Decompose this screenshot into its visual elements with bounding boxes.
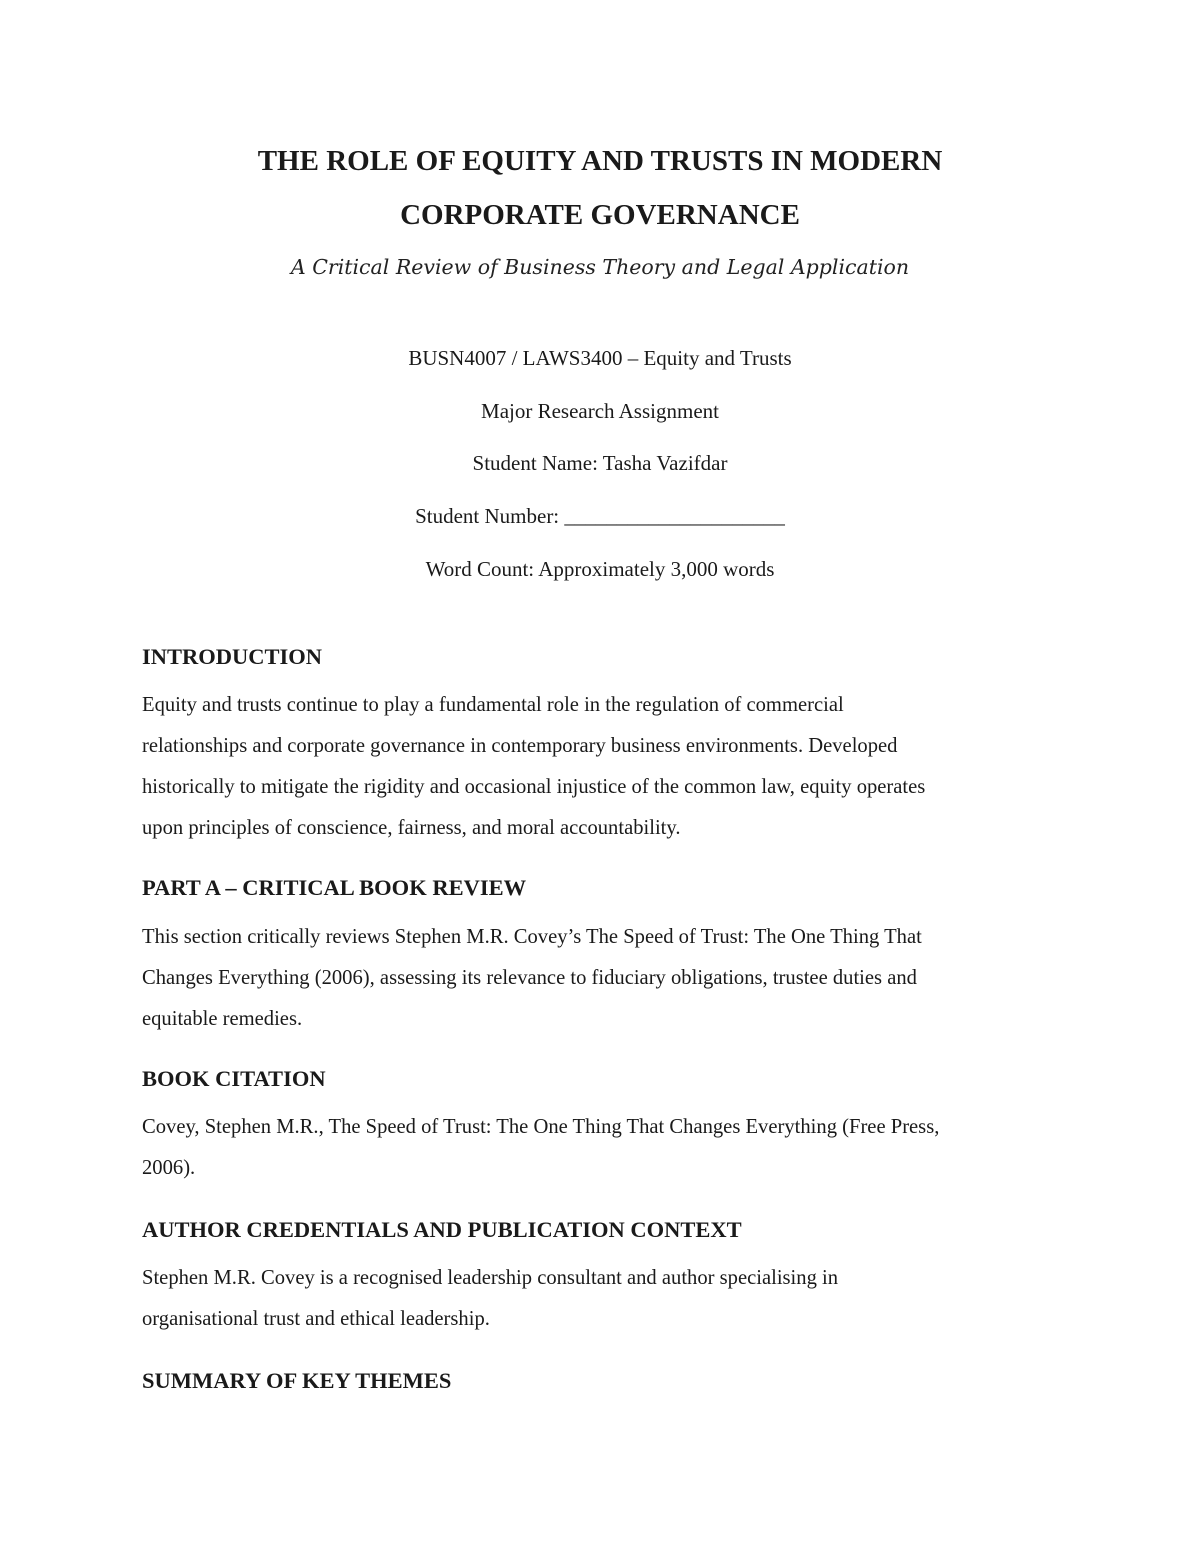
- document-subtitle: A Critical Review of Business Theory and Legal Application: [290, 255, 910, 279]
- paragraph-line: Stephen M.R. Covey is a recognised leadership consultant and author specialising in: [142, 1267, 839, 1289]
- document-title: [0, 134, 1200, 242]
- author-credentials-heading: AUTHOR CREDENTIALS AND PUBLICATION CONTEXT: [142, 1217, 742, 1242]
- paragraph-line: Covey, Stephen M.R., The Speed of Trust: The One Thing That Changes Everything (Free Press,: [142, 1116, 940, 1138]
- paragraph-line: This section critically reviews Stephen M.R. Covey’s The Speed of Trust: The One Thing That: [142, 926, 922, 948]
- student-number: Student Number: _____________________: [415, 504, 785, 528]
- introduction-heading: INTRODUCTION: [142, 644, 323, 669]
- book-citation-paragraph: [142, 1107, 1072, 1189]
- paragraph-line: relationships and corporate governance in contemporary business environments. Developed: [142, 735, 898, 757]
- book-citation-heading: BOOK CITATION: [142, 1066, 326, 1091]
- assignment-type: Major Research Assignment: [481, 399, 719, 423]
- paragraph-line: equitable remedies.: [142, 1008, 303, 1030]
- summary-heading: SUMMARY OF KEY THEMES: [142, 1368, 452, 1393]
- paragraph-line: historically to mitigate the rigidity and occasional injustice of the common law, equity operates: [142, 776, 926, 798]
- author-credentials-paragraph: [142, 1258, 1072, 1340]
- student-name: Student Name: Tasha Vazifdar: [472, 451, 728, 475]
- word-count: Word Count: Approximately 3,000 words: [425, 557, 775, 581]
- paragraph-line: Equity and trusts continue to play a fundamental role in the regulation of commercial: [142, 694, 844, 716]
- part-a-paragraph: [142, 917, 1072, 1040]
- paragraph-line: Changes Everything (2006), assessing its relevance to fiduciary obligations, trustee duties and: [142, 967, 917, 989]
- introduction-paragraph: [142, 685, 1072, 849]
- course-code: BUSN4007 / LAWS3400 – Equity and Trusts: [408, 346, 792, 370]
- paragraph-line: 2006).: [142, 1157, 196, 1179]
- paragraph-line: organisational trust and ethical leadership.: [142, 1308, 490, 1330]
- paragraph-line: upon principles of conscience, fairness, and moral accountability.: [142, 817, 681, 839]
- part-a-heading: PART A – CRITICAL BOOK REVIEW: [142, 875, 527, 900]
- title-line-1: THE ROLE OF EQUITY AND TRUSTS IN MODERN: [257, 145, 943, 177]
- title-line-2: CORPORATE GOVERNANCE: [400, 199, 800, 231]
